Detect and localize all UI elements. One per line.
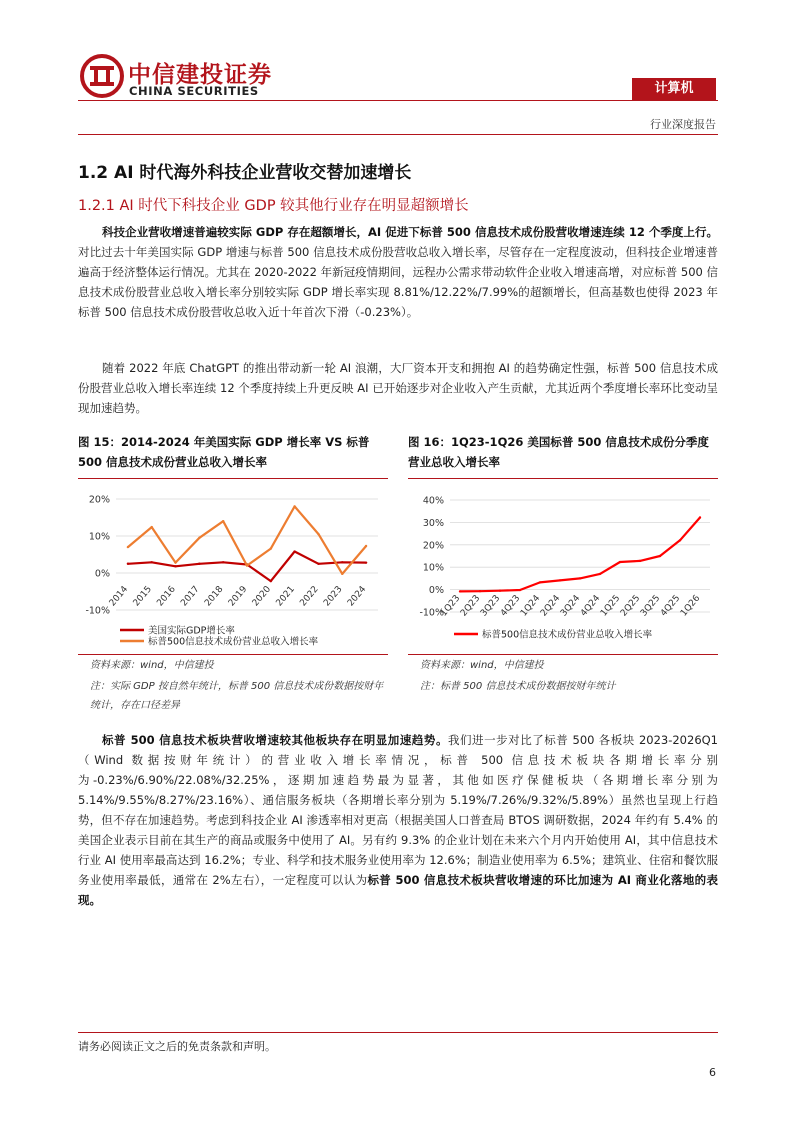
paragraph-3-body: 我们进一步对比了标普 500 各板块 2023-2026Q1（Wind 数据按财年统计）的营业收入增长率情况，标普 500 信息技术板块各期增长率分别为-0.23%/6.90%/22.08%/32.25%，逐期加速趋势最为显著，其他如医疗保健板块（各期增长率分别为 5.14%/9.55%/8.27%/23.16%）、通信服务板块（各期增长率分别为 5.19%/7.26%/9.32%/5.89%）虽然也呈现上行趋势，但不存在加速趋势。考虑到科技企业 AI 渗透率相对更高（根据美国人口普查局 BTOS 调研数据，2024 年约有 5.4% 的美国企业表示目前在其生产的商品或服务中使用了 AI。另有约 9.3% 的企业计划在未来六个月内开始使用 AI，其中信息技术行业 AI 使用率最高达到 16.2%；专业、科学和技术服务业使用率为 12.6%；制造业使用率为 6.5%；建筑业、住宿和餐饮服务业使用率最低，通常在 2%左右），一定程度可以认为 — [78, 733, 719, 887]
data-point — [499, 590, 501, 592]
figure-16-divider — [408, 478, 718, 479]
data-point — [198, 563, 200, 565]
x-tick-label: 1Q23 — [439, 593, 463, 619]
data-point — [222, 520, 224, 522]
disclaimer-text: 请务必阅读正文之后的免责条款和声明。 — [78, 1040, 276, 1053]
paragraph-3 — [78, 730, 718, 910]
data-point — [341, 573, 343, 575]
data-point — [293, 505, 295, 507]
data-point — [519, 589, 521, 591]
series-line-1 — [460, 518, 700, 592]
x-tick-label: 4Q25 — [659, 593, 683, 619]
paragraph-1-lead: 科技企业营收增速普遍较实际 GDP 存在超额增长，AI 促进下标普 500 信息技术成份股营收增速连续 12 个季度上行。 — [102, 225, 718, 239]
data-point — [365, 545, 367, 547]
x-tick-label: 2016 — [155, 584, 178, 609]
sector-label: 计算机 — [632, 78, 716, 100]
x-tick-label: 2014 — [107, 584, 131, 609]
figure-16-chart — [408, 482, 718, 654]
y-tick-label: -10% — [419, 607, 444, 619]
data-point — [174, 565, 176, 567]
data-point — [679, 539, 681, 541]
x-tick-label: 2024 — [346, 584, 369, 609]
x-tick-label: 2021 — [274, 584, 297, 609]
paragraph-2: 随着 2022 年底 ChatGPT 的推出带动新一轮 AI 浪潮，大厂资本开支和拥抱 AI 的趋势确定性强，标普 500 信息技术成份股营业总收入增长率连续 12 个季度持续上升更反映 AI 已开始逐步对企业收入产生贡献，尤其近两个季度增长率环比变动呈现加速趋势。 — [78, 361, 718, 415]
figure-15-note: 注：实际 GDP 按自然年统计，标普 500 信息技术成份数据按财年统计，存在口径差异 — [90, 681, 384, 711]
x-tick-label: 3Q25 — [639, 593, 663, 619]
header-divider-2 — [78, 134, 718, 135]
legend-label: 标普500信息技术成份营业总收入增长率 — [148, 636, 319, 648]
data-point — [599, 573, 601, 575]
header-divider — [78, 100, 718, 101]
x-tick-label: 3Q24 — [559, 593, 583, 619]
section-heading: 1.2 AI 时代海外科技企业营收交替加速增长 — [78, 163, 412, 183]
page-number: 6 — [709, 1066, 716, 1079]
data-point — [317, 533, 319, 535]
x-tick-label: 2020 — [250, 584, 274, 609]
data-point — [317, 563, 319, 565]
y-tick-label: 30% — [422, 517, 444, 529]
x-tick-label: 2Q24 — [539, 593, 563, 619]
data-point — [151, 561, 153, 563]
data-point — [459, 590, 461, 592]
data-point — [270, 580, 272, 582]
figure-15-source: 资料来源：wind，中信建投 — [90, 660, 214, 671]
china-securities-logo-icon — [80, 54, 124, 98]
data-point — [127, 546, 129, 548]
x-tick-label: 1Q24 — [519, 593, 543, 619]
data-point — [127, 563, 129, 565]
data-point — [699, 516, 701, 518]
y-tick-label: 10% — [88, 531, 110, 543]
data-point — [559, 579, 561, 581]
data-point — [174, 561, 176, 563]
y-tick-label: 10% — [422, 562, 444, 574]
figure-16-divider-bottom — [408, 654, 718, 655]
brand-name-cn: 中信建投证券 — [128, 62, 272, 88]
y-tick-label: 20% — [88, 494, 110, 506]
data-point — [198, 537, 200, 539]
data-point — [270, 547, 272, 549]
figure-15-divider-bottom — [78, 654, 388, 655]
data-point — [639, 560, 641, 562]
x-tick-label: 3Q23 — [479, 593, 503, 619]
report-type: 行业深度报告 — [650, 118, 716, 131]
x-tick-label: 2018 — [203, 584, 226, 609]
data-point — [341, 561, 343, 563]
y-tick-label: 0% — [428, 585, 444, 597]
legend-label: 标普500信息技术成份营业总收入增长率 — [482, 629, 653, 641]
figure-16-source: 资料来源：wind，中信建投 — [420, 660, 544, 671]
data-point — [619, 561, 621, 563]
x-tick-label: 2022 — [298, 584, 321, 609]
x-tick-label: 2015 — [131, 584, 155, 609]
figure-16-note: 注：标普 500 信息技术成份数据按财年统计 — [420, 681, 616, 692]
data-point — [365, 561, 367, 563]
x-tick-label: 2023 — [322, 584, 345, 609]
x-tick-label: 4Q24 — [579, 593, 603, 619]
paragraph-1 — [78, 222, 718, 322]
subsection-heading: 1.2.1 AI 时代下科技企业 GDP 较其他行业存在明显超额增长 — [78, 198, 469, 214]
y-tick-label: 0% — [94, 568, 110, 580]
figure-15-divider — [78, 478, 388, 479]
brand-name-en: CHINA SECURITIES — [129, 84, 259, 98]
data-point — [539, 581, 541, 583]
y-tick-label: -10% — [85, 605, 110, 617]
data-point — [151, 526, 153, 528]
x-tick-label: 4Q23 — [499, 593, 523, 619]
x-tick-label: 2Q23 — [459, 593, 483, 619]
paragraph-3-lead: 标普 500 信息技术板块营收增速较其他板块存在明显加速趋势。 — [102, 733, 448, 747]
legend-label: 美国实际GDP增长率 — [148, 625, 235, 637]
figure-15-chart — [78, 482, 388, 654]
figure-16-title: 图 16：1Q23-1Q26 美国标普 500 信息技术成份分季度营业总收入增长率 — [408, 435, 709, 469]
paragraph-3-conclusion: 标普 500 信息技术板块营收增速的环比加速为 AI 商业化落地的表现。 — [78, 873, 718, 907]
data-point — [579, 577, 581, 579]
data-point — [479, 590, 481, 592]
data-point — [659, 555, 661, 557]
x-tick-label: 2Q25 — [619, 593, 643, 619]
y-tick-label: 40% — [422, 495, 444, 507]
data-point — [293, 550, 295, 552]
paragraph-1-body: 对比过去十年美国实际 GDP 增速与标普 500 信息技术成份股营收总收入增长率，尽管存在一定程度波动，但科技企业增速普遍高于经济整体运行情况。尤其在 2020-2022 年新冠疫情期间，远程办公需求带动软件企业收入增速高增，对应标普 500 信息技术成份股营业总收入增长率分别较实际 GDP 增长率实现 8.81%/12.22%/7.99%的超额增长，但高基数也使得 2023 年标普 500 信息技术成份股营收总收入近十年首次下滑（-0.23%）。 — [78, 245, 718, 319]
data-point — [246, 564, 248, 566]
x-tick-label: 1Q26 — [679, 593, 703, 619]
x-tick-label: 1Q25 — [599, 593, 623, 619]
footer-divider — [78, 1032, 718, 1033]
figure-15-title: 图 15：2014-2024 年美国实际 GDP 增长率 VS 标普 500 信息技术成份营业总收入增长率 — [78, 435, 370, 469]
x-tick-label: 2017 — [179, 584, 202, 609]
x-tick-label: 2019 — [226, 584, 250, 609]
data-point — [222, 561, 224, 563]
y-tick-label: 20% — [422, 540, 444, 552]
